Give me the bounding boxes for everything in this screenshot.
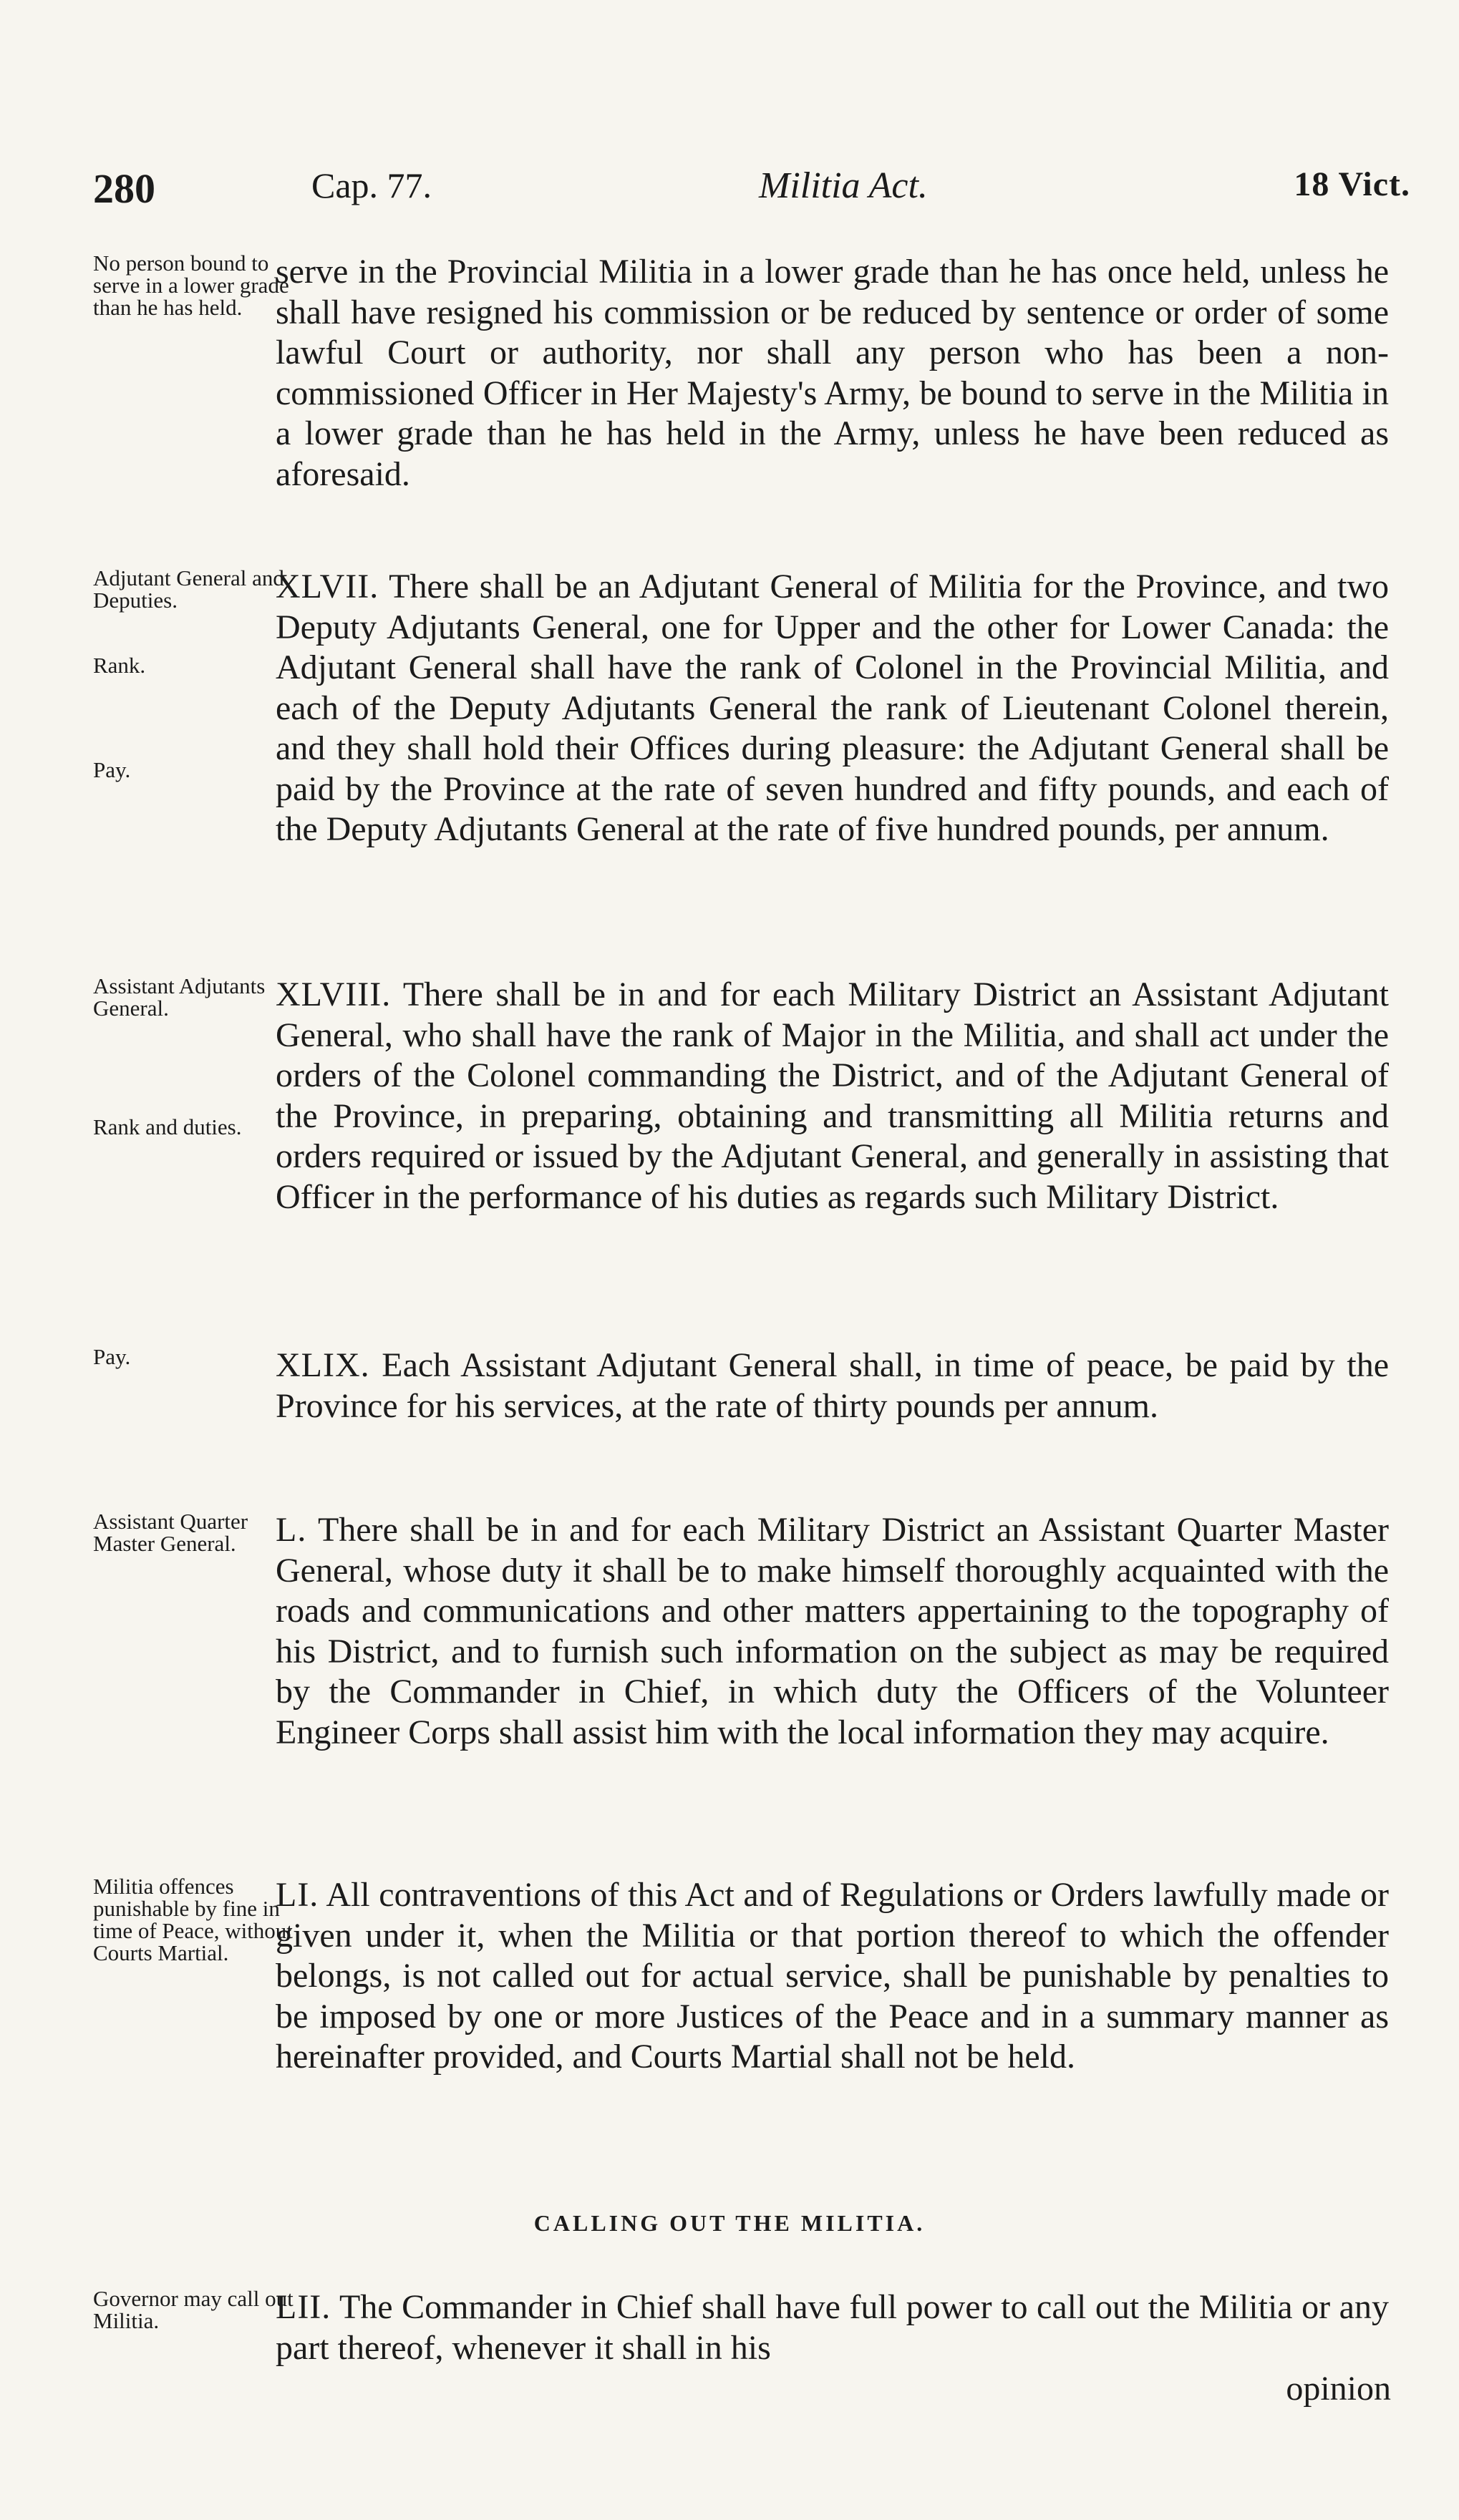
margin-note: No person bound to serve in a lower grade than he has held.: [93, 250, 289, 320]
section-body: There shall be in and for each Military District an Assistant Quarter Master General, whose duty it shall be to make himself thoroughly acquainted with the roads and communications and other matters appertaining to the topography of his District, and to furnish such information on the subject as may be required by the Commander in Chief, in which duty the Officers of the Volunteer Engineer Corps shall assist him with the local information they may acquire.: [276, 1511, 1389, 1751]
page-number: 280: [93, 165, 155, 212]
chapter-label: Cap. 77.: [311, 165, 432, 205]
act-title: Militia Act.: [759, 165, 928, 206]
running-header: [93, 165, 1410, 222]
section-body: Each Assistant Adjutant General shall, in time of peace, be paid by the Province for his services, at the rate of thirty pounds per annum.: [276, 1346, 1390, 1425]
section-numeral: XLVIII.: [276, 976, 392, 1013]
margin-note: Pay.: [93, 1344, 131, 1369]
margin-notes: [93, 2287, 294, 2395]
catchword: opinion: [1286, 2370, 1391, 2408]
margin-notes: [93, 975, 294, 1201]
regnal-year: 18 Vict.: [1294, 165, 1410, 203]
margin-note: Rank.: [93, 653, 146, 678]
margin-notes: [93, 252, 294, 381]
section-text: [276, 1346, 1389, 1426]
section-text: [276, 2287, 1389, 2368]
section-text: [276, 975, 1389, 1217]
margin-notes: [93, 1346, 294, 1431]
section-numeral: LII.: [276, 2288, 331, 2326]
section-text: [276, 1510, 1389, 1753]
margin-note: Adjutant General and Deputies.: [93, 565, 284, 613]
margin-notes: [93, 1875, 294, 2027]
section-numeral: XLVII.: [276, 568, 379, 605]
section-body: All contraventions of this Act and of Regulations or Orders lawfully made or given under it, when the Militia or that portion thereof to which the offender belongs, is not called out for actual service, shall be punishable by penalties to be imposed by one or more Justices of the Peace and in a summary manner as hereinafter provided, and Courts Martial shall not be held.: [276, 1876, 1389, 2076]
section-subheading: CALLING OUT THE MILITIA.: [533, 2210, 926, 2236]
margin-note: Militia offences punishable by fine in time of Peace, without Courts Martial.: [93, 1874, 293, 1965]
section-text: [276, 252, 1389, 495]
margin-note: Assistant Quarter Master General.: [93, 1509, 248, 1556]
margin-note: Assistant Adjutants General.: [93, 973, 266, 1021]
margin-note: Pay.: [93, 757, 131, 782]
margin-note: Rank and duties.: [93, 1114, 242, 1139]
margin-notes: [93, 567, 294, 844]
section-body: The Commander in Chief shall have full power to call out the Militia or any part thereof, whenever it shall in his: [276, 2288, 1389, 2367]
section-body: There shall be in and for each Military District an Assistant Adjutant General, who shall have the rank of Major in the Militia, and shall act under the orders of the Colonel commanding the District, and of the Adjutant General of the Province, in preparing, obtaining and transmitting all Militia returns and orders required or issued by the Adjutant General, and generally in assisting that Officer in the performance of his duties as regards such Military District.: [276, 976, 1389, 1216]
section-body: There shall be an Adjutant General of Militia for the Province, and two Deputy Adjutants General, one for Upper and the other for Lower Canada: the Adjutant General shall have the rank of Colonel in the Provincial Militia, and each of the Deputy Adjutants General the rank of Lieutenant Colonel therein, and they shall hold their Offices during pleasure: the Adjutant General shall be paid by the Province at the rate of seven hundred and fifty pounds, and each of the Deputy Adjutants General at the rate of five hundred pounds, per annum.: [276, 568, 1389, 848]
section-numeral: L.: [276, 1511, 307, 1549]
section-text: [276, 567, 1389, 850]
section-numeral: XLIX.: [276, 1346, 370, 1384]
section-body: serve in the Provincial Militia in a lower grade than he has once held, unless he shall have resigned his commission or be reduced by sentence or order of some lawful Court or authority, nor shall any person who has been a non-commissioned Officer in Her Majesty's Army, be bound to serve in the Militia in a lower grade than he has held in the Army, unless he have been reduced as aforesaid.: [276, 253, 1389, 493]
margin-note: Governor may call out Militia.: [93, 2286, 294, 2333]
section-numeral: LI.: [276, 1876, 319, 1914]
margin-notes: [93, 1510, 294, 1617]
section-text: [276, 1875, 1389, 2078]
